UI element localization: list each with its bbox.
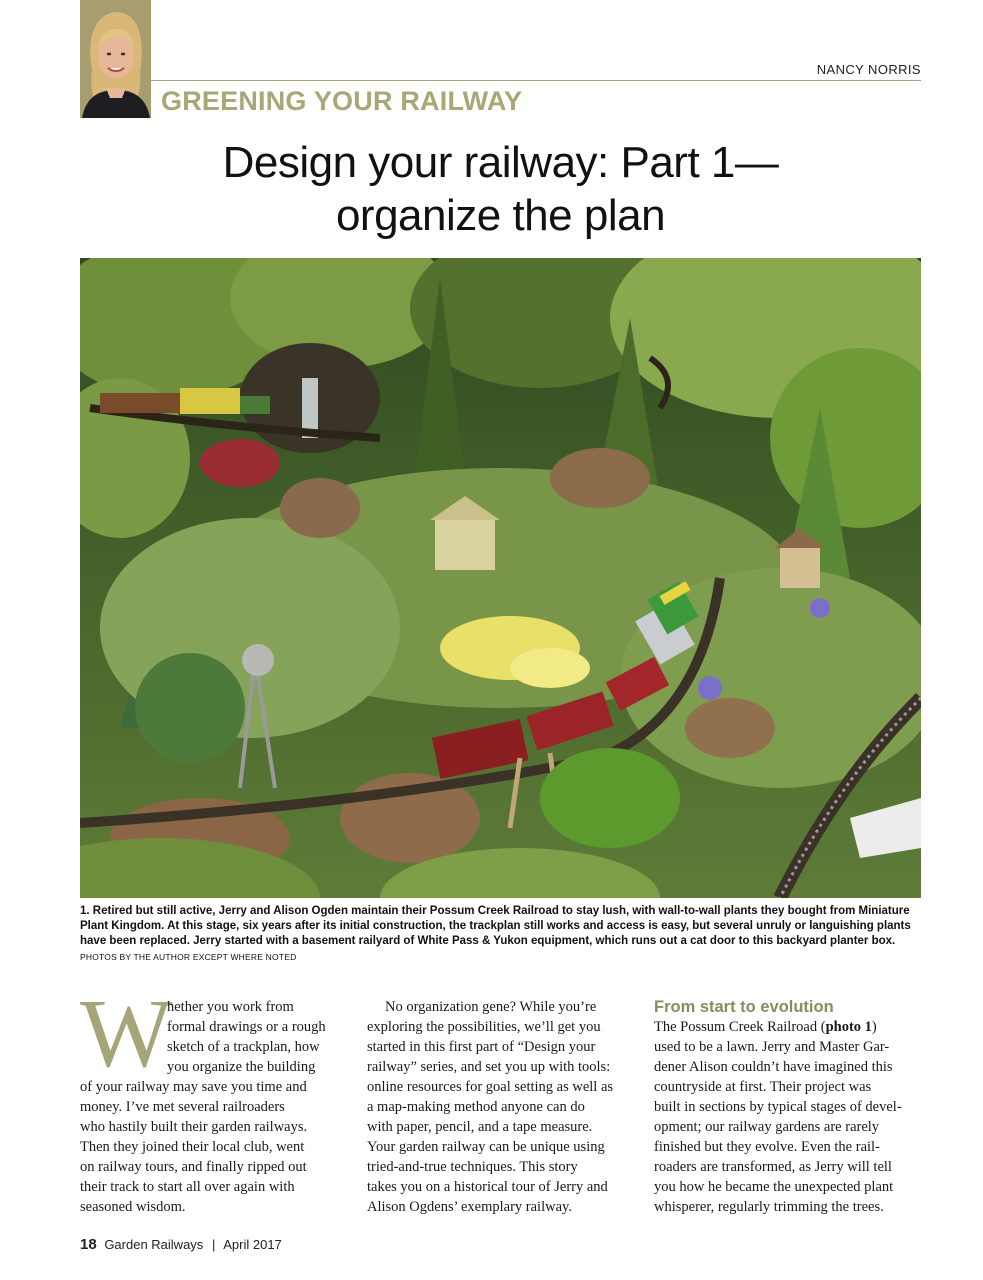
body-line: exploring the possibilities, we’ll get you bbox=[367, 1019, 601, 1035]
body-line: on railway tours, and finally ripped out bbox=[80, 1159, 307, 1175]
body-line: you organize the building bbox=[167, 1059, 316, 1075]
column-title: GREENING YOUR RAILWAY bbox=[161, 86, 523, 116]
caption-text: 1. Retired but still active, Jerry and Alison Ogden maintain their Possum Creek Railroad to stay lush, with wall-to-wall plants they bought from Miniature Plant Kingdom. At this stage, six years after its initial construction, the trackplan still works and access is easy, but several unruly or languishing plants have been replaced. Jerry started with a basement railyard of White Pass & Yukon equipment, which runs out a cat door to this backyard planter box. bbox=[80, 905, 911, 948]
body-line: seasoned wisdom. bbox=[80, 1199, 186, 1215]
body-text: The Possum Creek Railroad ( bbox=[654, 1019, 826, 1035]
body-line: No organization gene? While you’re bbox=[385, 999, 597, 1015]
magazine-name: Garden Railways bbox=[104, 1237, 204, 1252]
body-line: takes you on a historical tour of Jerry and bbox=[367, 1179, 608, 1195]
body-line: used to be a lawn. Jerry and Master Gar- bbox=[654, 1039, 890, 1055]
body-text: ) bbox=[871, 1019, 877, 1035]
body-line: opment; our railway gardens are rarely bbox=[654, 1119, 880, 1135]
photo-credit: PHOTOS BY THE AUTHOR EXCEPT WHERE NOTED bbox=[80, 951, 297, 962]
article-column-3 bbox=[654, 997, 921, 1217]
footer-separator: | bbox=[211, 1237, 216, 1252]
body-line: you how he became the unexpected plant bbox=[654, 1179, 894, 1195]
photo-reference: photo 1 bbox=[825, 1019, 872, 1035]
body-line: tried-and-true techniques. This story bbox=[367, 1159, 578, 1175]
body-line: started in this first part of “Design your bbox=[367, 1039, 596, 1055]
header-rule bbox=[151, 80, 921, 81]
body-line: Alison Ogdens’ exemplary railway. bbox=[367, 1199, 572, 1215]
headline-line-1: Design your railway: Part 1— bbox=[222, 138, 779, 187]
body-line: online resources for goal setting as well as bbox=[367, 1079, 614, 1095]
body-line: finished but they evolve. Even the rail- bbox=[654, 1139, 880, 1155]
body-line: formal drawings or a rough bbox=[167, 1019, 326, 1035]
body-line: of your railway may save you time and bbox=[80, 1079, 307, 1095]
body-line: dener Alison couldn’t have imagined this bbox=[654, 1059, 893, 1075]
body-line bbox=[654, 1017, 921, 1037]
hero-photo bbox=[80, 258, 921, 898]
body-line: money. I’ve met several railroaders bbox=[80, 1099, 285, 1115]
body-line: Then they joined their local club, went bbox=[80, 1139, 305, 1155]
photo-caption bbox=[80, 904, 921, 965]
author-name: NANCY NORRIS bbox=[816, 62, 921, 77]
body-line: their track to start all over again with bbox=[80, 1179, 295, 1195]
article-column-1 bbox=[80, 997, 340, 1217]
body-line: with paper, pencil, and a tape measure. bbox=[367, 1119, 593, 1135]
body-line: who hastily built their garden railways. bbox=[80, 1119, 308, 1135]
headline-line-2: organize the plan bbox=[335, 191, 666, 240]
body-line: railway” series, and set you up with tools: bbox=[367, 1059, 611, 1075]
section-subhead: From start to evolution bbox=[654, 998, 834, 1016]
drop-cap: W bbox=[80, 980, 173, 1088]
body-line: countryside at first. Their project was bbox=[654, 1079, 872, 1095]
body-line: hether you work from bbox=[167, 999, 294, 1015]
body-line: a map-making method anyone can do bbox=[367, 1099, 585, 1115]
issue-date: April 2017 bbox=[223, 1237, 282, 1252]
body-line: sketch of a trackplan, how bbox=[167, 1039, 320, 1055]
article-column-2 bbox=[367, 997, 632, 1217]
headline bbox=[80, 136, 921, 242]
body-line: Your garden railway can be unique using bbox=[367, 1139, 605, 1155]
page-footer bbox=[80, 1236, 282, 1253]
body-line: roaders are transformed, as Jerry will tell bbox=[654, 1159, 892, 1175]
body-line: built in sections by typical stages of devel- bbox=[654, 1099, 902, 1115]
body-line: whisperer, regularly trimming the trees. bbox=[654, 1199, 884, 1215]
page-number: 18 bbox=[80, 1236, 97, 1253]
author-photo bbox=[80, 0, 151, 118]
